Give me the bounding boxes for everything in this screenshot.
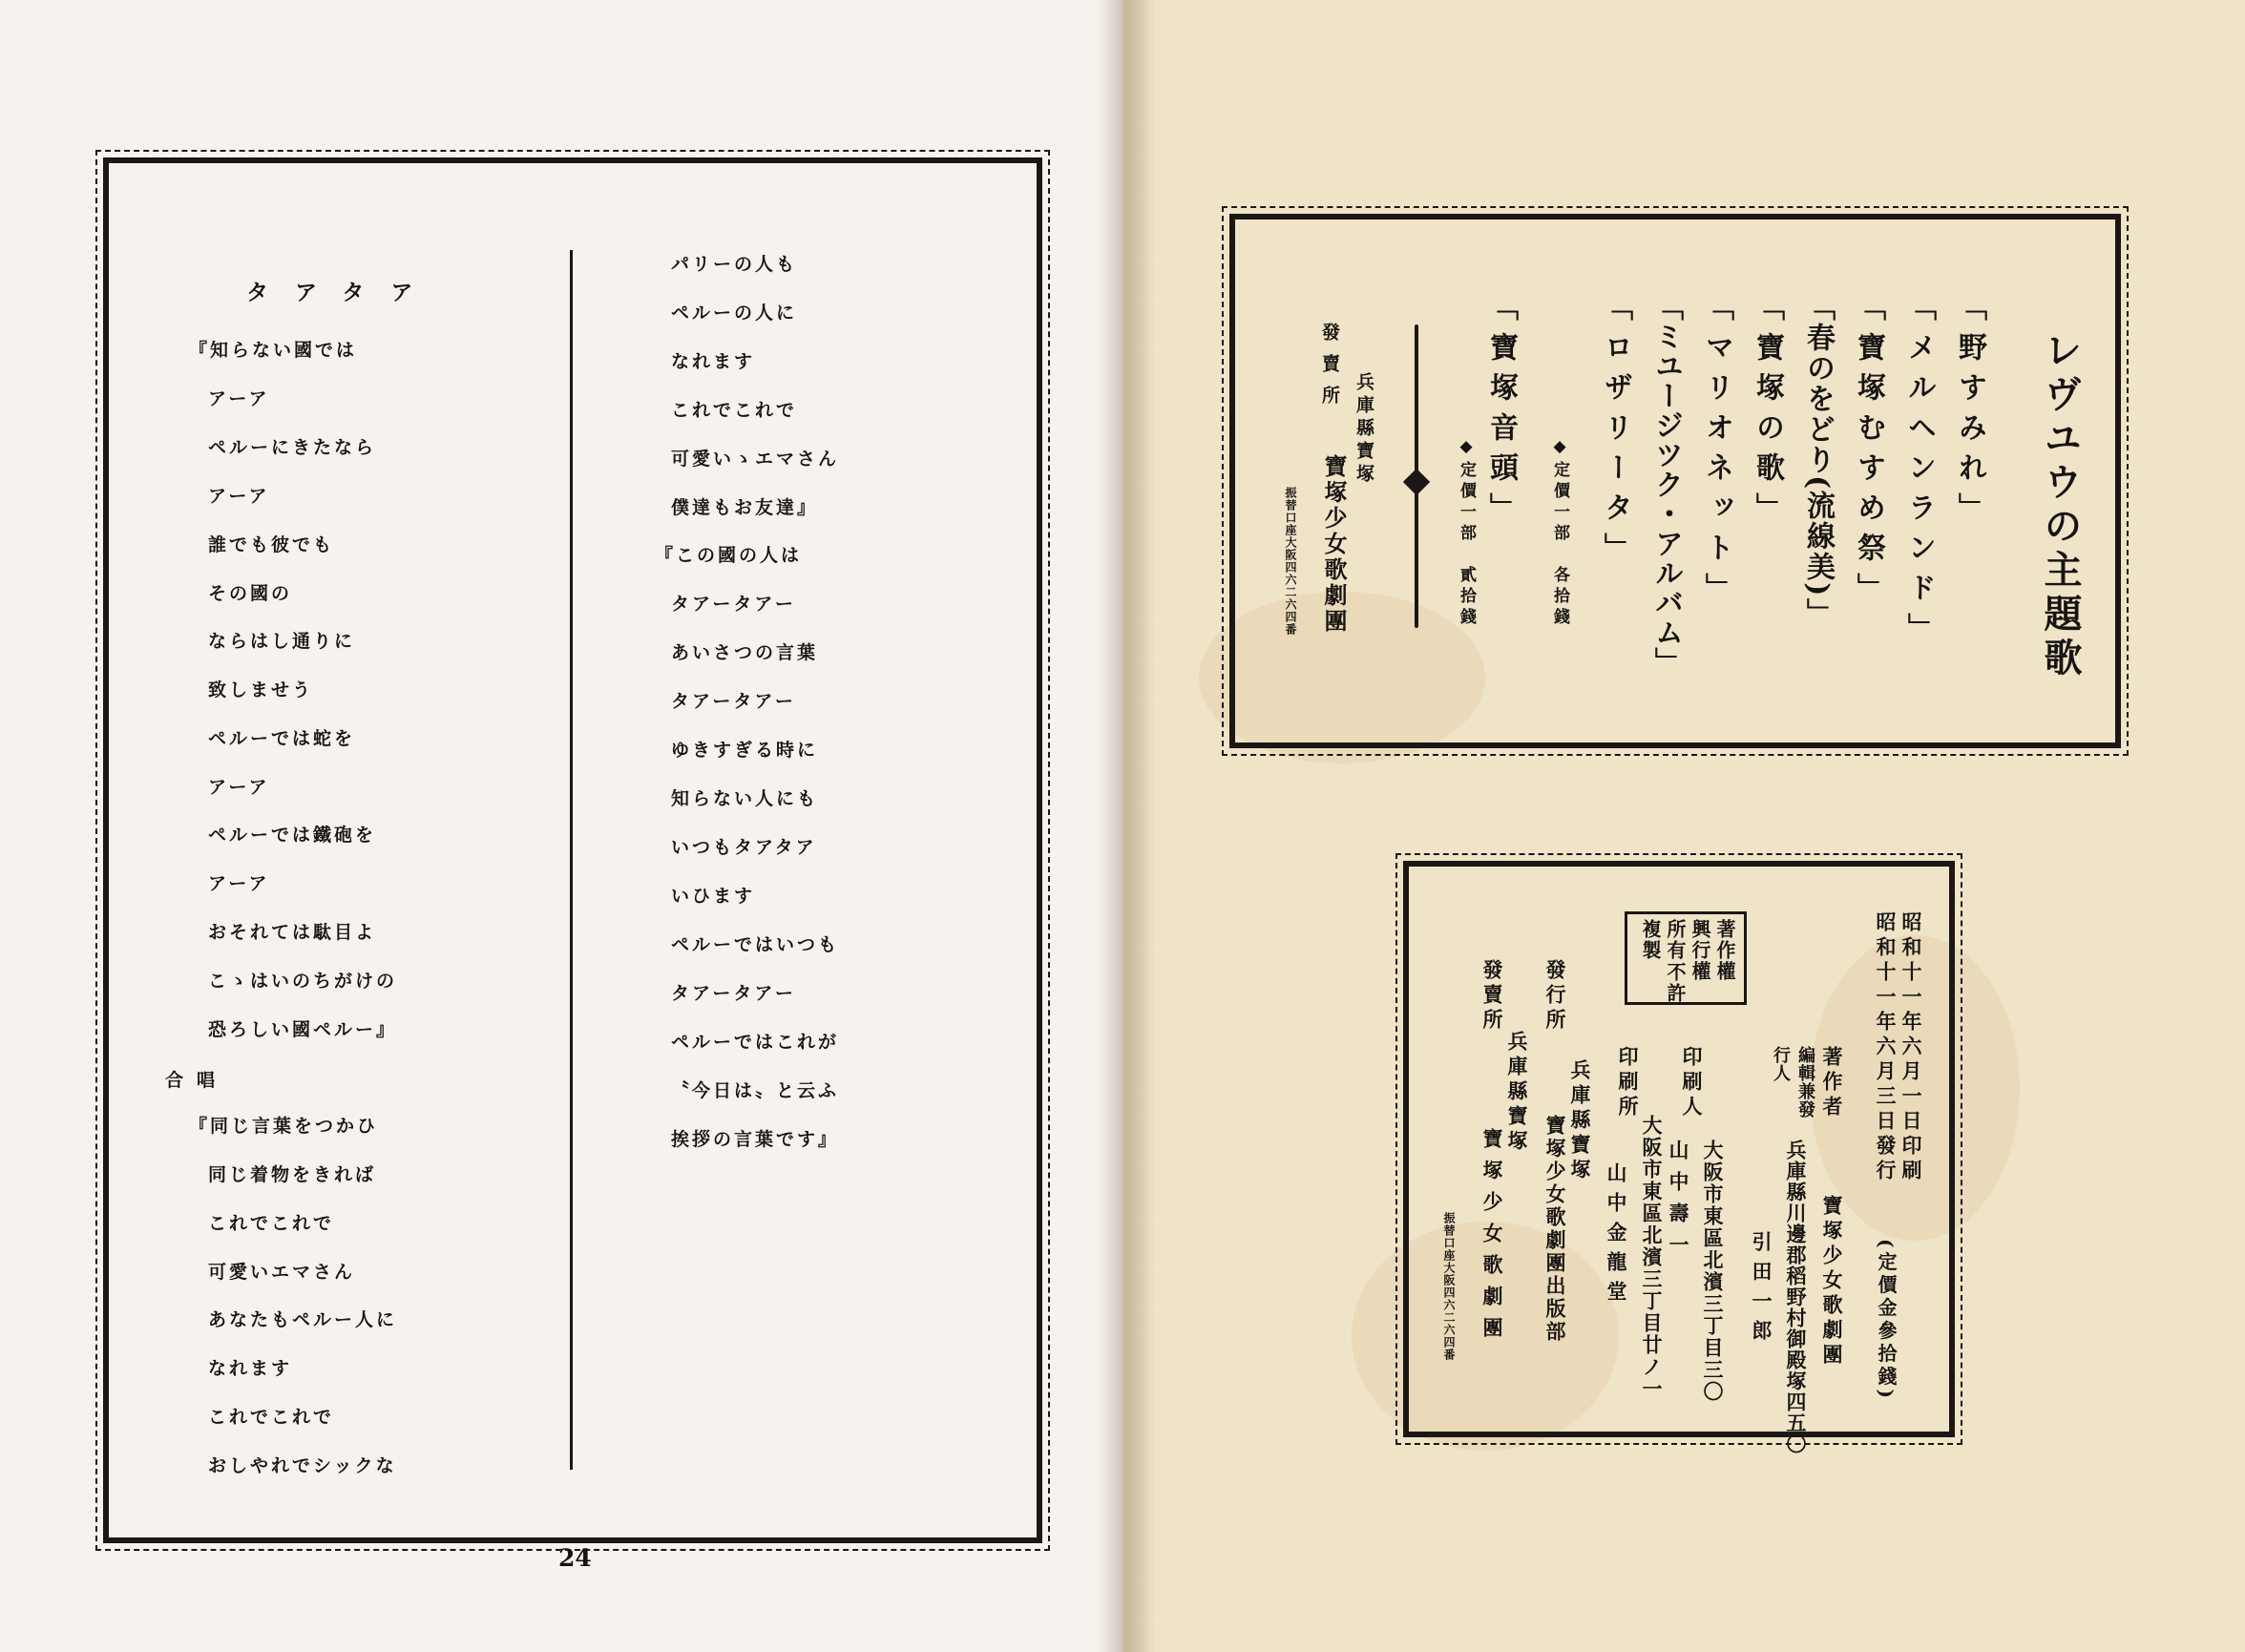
lyric-line: タアータアー xyxy=(671,983,796,1004)
lyric-line: 『知らない國では xyxy=(189,340,358,361)
song-title: 「寶塚むすめ祭」 xyxy=(1852,292,1885,613)
song-title: 「メルヘンランド」 xyxy=(1902,292,1936,653)
lyric-line: 恐ろしい國ペルー』 xyxy=(208,1019,398,1040)
column-divider xyxy=(570,250,573,1470)
lyric-line: ペルーでは蛇を xyxy=(208,728,356,749)
issuer-label: 發行所 xyxy=(1543,959,1567,1034)
lyric-line: これでこれで xyxy=(208,1213,335,1234)
printer-label: 印刷人 xyxy=(1680,1046,1704,1120)
lyric-line: タアータアー xyxy=(671,691,796,712)
copyright-notice: 不許 xyxy=(1664,962,1687,1004)
lyric-line: 『この國の人は xyxy=(655,545,803,566)
copyright-notice: 興行權 xyxy=(1689,919,1711,982)
lyric-line: ペルーでは鐵砲を xyxy=(208,825,377,846)
publisher-address: 兵庫縣寶塚 xyxy=(1353,372,1374,487)
chorus-label: 合唱 xyxy=(165,1070,229,1091)
lyric-line: 〝今日は〟と云ふ xyxy=(671,1080,840,1101)
book-gutter xyxy=(1098,0,1155,1652)
lyric-line: ペルーではこれが xyxy=(671,1032,840,1053)
lyric-line: いひます xyxy=(671,886,756,907)
seller-name: 寶塚少女歌劇團 xyxy=(1480,1128,1504,1349)
publisher-name: 寶塚少女歌劇團 xyxy=(1320,454,1348,635)
song-title: タアタア xyxy=(246,280,440,305)
lyric-line: ならはし通りに xyxy=(208,631,356,652)
publisher-account: 振替口座大阪四六二六四番 xyxy=(1284,487,1297,636)
printer-address: 大阪市東區北濱三丁目三〇 xyxy=(1701,1140,1725,1403)
lyric-line: アーア xyxy=(208,777,270,798)
lyric-line: ペルーではいつも xyxy=(671,934,840,955)
lyric-line: なれます xyxy=(671,351,756,372)
lyric-line: アーア xyxy=(208,873,270,894)
lyric-line: なれます xyxy=(208,1358,293,1379)
lyric-line: あいさつの言葉 xyxy=(671,642,819,663)
author-name: 寶塚少女歌劇團 xyxy=(1820,1195,1844,1369)
song-title: 「春のをどり(流線美)」 xyxy=(1801,292,1835,629)
lyric-line: これでこれで xyxy=(208,1407,335,1428)
page-number: 24 xyxy=(558,1544,592,1572)
lyric-line: 可愛いゝエマさん xyxy=(671,449,840,470)
print-date: 昭和十一年六月一日印刷 xyxy=(1899,911,1923,1184)
lyric-line: その國の xyxy=(208,583,293,604)
lyric-line: アーア xyxy=(208,486,270,507)
song-title: 「野すみれ」 xyxy=(1953,292,1986,533)
lyric-line: 同じ着物をきれば xyxy=(208,1164,377,1185)
lyric-line: 致しませう xyxy=(208,680,314,701)
copyright-notice: 著作權 xyxy=(1713,919,1736,982)
seller-address: 兵庫縣寶塚 xyxy=(1505,1031,1529,1155)
lyric-line: パリーの人も xyxy=(671,254,798,275)
song-title: 「ミユージツク・アルバム」 xyxy=(1649,292,1683,677)
issue-date: 昭和十一年六月三日發行 xyxy=(1874,911,1898,1184)
song-title: 「寶塚の歌」 xyxy=(1751,292,1784,533)
lyric-line: ペルーにきたなら xyxy=(208,437,377,458)
editor-name: 引田一郎 xyxy=(1750,1231,1773,1349)
print-shop-label: 印刷所 xyxy=(1616,1046,1640,1120)
printer-name: 山中壽一 xyxy=(1667,1140,1690,1265)
editor-label: 編輯兼發行人 xyxy=(1771,1046,1815,1119)
lyric-line: こゝはいのちがけの xyxy=(208,971,398,992)
lyrics-frame xyxy=(103,157,1042,1543)
song-title: 「寶塚音頭」 xyxy=(1484,292,1518,533)
lyric-line: おしやれでシックな xyxy=(208,1455,397,1476)
lyric-line: 誰でも彼でも xyxy=(208,534,335,555)
lyric-line: ペルーの人に xyxy=(671,303,798,324)
print-shop-address: 大阪市東區北濱三丁目廿ノ一 xyxy=(1640,1115,1664,1400)
lyric-line: あなたもペルー人に xyxy=(208,1309,398,1330)
lyric-line: ゆきすぎる時に xyxy=(671,740,819,761)
copyright-notice: 所有 xyxy=(1664,919,1687,961)
song-list-heading: レヴユウの主題歌 xyxy=(2038,330,2083,681)
editor-address: 兵庫縣川邊郡稻野村御殿塚四五〇 xyxy=(1784,1140,1808,1454)
song-title: 「ロザリータ」 xyxy=(1599,292,1632,573)
print-shop-name: 山中金龍堂 xyxy=(1605,1162,1628,1310)
lyric-line: 可愛いエマさん xyxy=(208,1262,356,1283)
song-title: 「マリオネット」 xyxy=(1700,292,1733,613)
copyright-notice: 複製 xyxy=(1639,919,1662,961)
lyric-line: タアータアー xyxy=(671,594,796,615)
colophon-price: (定價金參拾錢) xyxy=(1875,1239,1898,1402)
author-label: 著作者 xyxy=(1820,1046,1844,1120)
lyric-line: 『同じ言葉をつかひ xyxy=(189,1116,379,1137)
publisher-label: 發賣所 xyxy=(1319,323,1340,417)
lyric-line: 挨拶の言葉です』 xyxy=(671,1129,840,1150)
lyric-line: 僕達もお友達』 xyxy=(671,497,819,518)
issuer-name: 寶塚少女歌劇團出版部 xyxy=(1543,1115,1567,1344)
divider-ornament xyxy=(1413,324,1420,628)
price-note: ◆定價一部 各拾錢 xyxy=(1550,437,1569,629)
colophon-account: 振替口座大阪四六二六四番 xyxy=(1442,1212,1456,1361)
issuer-address: 兵庫縣寶塚 xyxy=(1568,1059,1592,1183)
lyric-line: 知らない人にも xyxy=(671,788,819,809)
lyric-line: おそれては駄目よ xyxy=(208,922,377,943)
price-note: ◆定價一部 貳拾錢 xyxy=(1457,437,1476,629)
lyric-line: アーア xyxy=(208,388,270,409)
lyric-line: これでこれで xyxy=(671,400,798,421)
lyric-line: いつもタアタア xyxy=(671,837,817,858)
seller-label: 發賣所 xyxy=(1480,959,1504,1034)
